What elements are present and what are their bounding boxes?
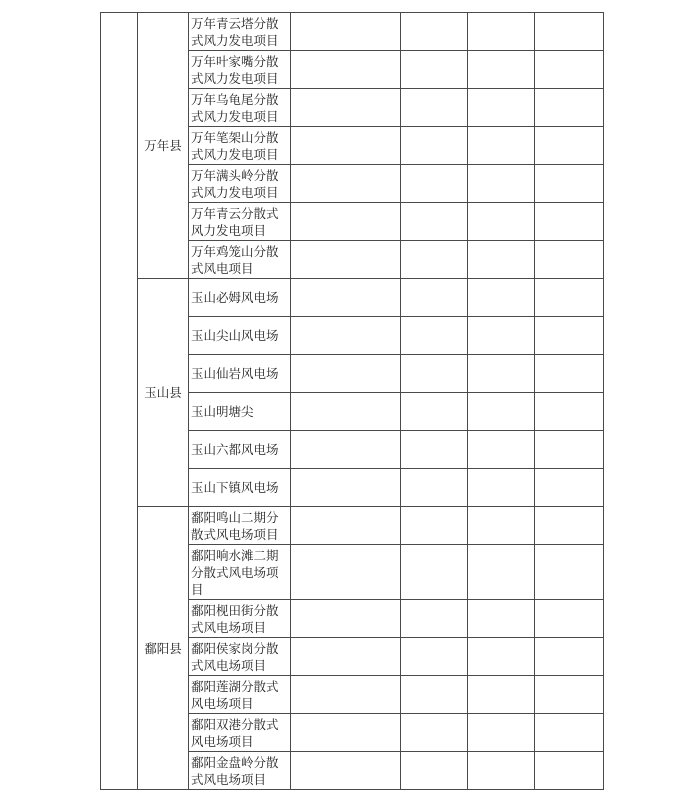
project-name-cell: 玉山尖山风电场 xyxy=(189,317,291,355)
empty-cell xyxy=(401,752,468,790)
empty-cell xyxy=(535,203,604,241)
empty-cell xyxy=(401,317,468,355)
empty-cell xyxy=(401,469,468,507)
empty-cell xyxy=(401,279,468,317)
empty-cell xyxy=(401,714,468,752)
empty-cell xyxy=(291,752,401,790)
empty-cell xyxy=(291,393,401,431)
empty-cell xyxy=(401,241,468,279)
blank-column-cell xyxy=(101,13,138,790)
empty-cell xyxy=(468,545,535,600)
project-name-cell: 玉山仙岩风电场 xyxy=(189,355,291,393)
project-name-cell: 玉山六都风电场 xyxy=(189,431,291,469)
empty-cell xyxy=(291,165,401,203)
empty-cell xyxy=(468,507,535,545)
empty-cell xyxy=(468,638,535,676)
empty-cell xyxy=(468,676,535,714)
empty-cell xyxy=(468,469,535,507)
empty-cell xyxy=(535,279,604,317)
empty-cell xyxy=(291,89,401,127)
empty-cell xyxy=(291,13,401,51)
empty-cell xyxy=(468,355,535,393)
empty-cell xyxy=(291,714,401,752)
empty-cell xyxy=(291,507,401,545)
empty-cell xyxy=(535,13,604,51)
empty-cell xyxy=(468,51,535,89)
project-name-cell: 鄱阳枧田街分散式风电场项目 xyxy=(189,600,291,638)
project-name-cell: 鄱阳响水滩二期分散式风电场项目 xyxy=(189,545,291,600)
county-cell: 鄱阳县 xyxy=(138,507,189,790)
empty-cell xyxy=(535,600,604,638)
empty-cell xyxy=(291,676,401,714)
project-name-cell: 玉山下镇风电场 xyxy=(189,469,291,507)
empty-cell xyxy=(291,600,401,638)
empty-cell xyxy=(535,165,604,203)
empty-cell xyxy=(401,393,468,431)
empty-cell xyxy=(291,241,401,279)
empty-cell xyxy=(401,638,468,676)
table-row xyxy=(101,507,604,545)
empty-cell xyxy=(535,393,604,431)
project-name-cell: 万年满头岭分散式风力发电项目 xyxy=(189,165,291,203)
empty-cell xyxy=(468,13,535,51)
project-table xyxy=(100,12,604,790)
empty-cell xyxy=(291,638,401,676)
empty-cell xyxy=(401,600,468,638)
empty-cell xyxy=(291,203,401,241)
empty-cell xyxy=(401,165,468,203)
empty-cell xyxy=(401,89,468,127)
empty-cell xyxy=(291,279,401,317)
empty-cell xyxy=(468,431,535,469)
project-name-cell: 万年青云分散式风力发电项目 xyxy=(189,203,291,241)
project-name-cell: 鄱阳侯家岗分散式风电场项目 xyxy=(189,638,291,676)
empty-cell xyxy=(291,545,401,600)
empty-cell xyxy=(468,165,535,203)
empty-cell xyxy=(535,752,604,790)
empty-cell xyxy=(535,89,604,127)
empty-cell xyxy=(401,51,468,89)
empty-cell xyxy=(468,600,535,638)
empty-cell xyxy=(468,241,535,279)
empty-cell xyxy=(535,355,604,393)
empty-cell xyxy=(468,714,535,752)
empty-cell xyxy=(468,203,535,241)
table-row xyxy=(101,279,604,317)
empty-cell xyxy=(468,279,535,317)
empty-cell xyxy=(535,507,604,545)
empty-cell xyxy=(401,203,468,241)
project-name-cell: 万年叶家嘴分散式风力发电项目 xyxy=(189,51,291,89)
project-name-cell: 玉山明塘尖 xyxy=(189,393,291,431)
project-name-cell: 鄱阳莲湖分散式风电场项目 xyxy=(189,676,291,714)
empty-cell xyxy=(401,507,468,545)
empty-cell xyxy=(535,714,604,752)
empty-cell xyxy=(535,545,604,600)
empty-cell xyxy=(401,545,468,600)
project-name-cell: 万年鸡笼山分散式风电项目 xyxy=(189,241,291,279)
project-name-cell: 万年笔架山分散式风力发电项目 xyxy=(189,127,291,165)
project-name-cell: 鄱阳鸣山二期分散式风电场项目 xyxy=(189,507,291,545)
project-name-cell: 万年乌龟尾分散式风力发电项目 xyxy=(189,89,291,127)
empty-cell xyxy=(401,431,468,469)
empty-cell xyxy=(535,241,604,279)
empty-cell xyxy=(468,393,535,431)
empty-cell xyxy=(401,127,468,165)
empty-cell xyxy=(291,355,401,393)
empty-cell xyxy=(291,431,401,469)
empty-cell xyxy=(535,51,604,89)
empty-cell xyxy=(468,752,535,790)
project-name-cell: 鄱阳金盘岭分散式风电场项目 xyxy=(189,752,291,790)
empty-cell xyxy=(535,676,604,714)
empty-cell xyxy=(468,89,535,127)
empty-cell xyxy=(468,127,535,165)
table-row xyxy=(101,13,604,51)
empty-cell xyxy=(468,317,535,355)
empty-cell xyxy=(401,355,468,393)
empty-cell xyxy=(535,469,604,507)
empty-cell xyxy=(535,431,604,469)
empty-cell xyxy=(291,317,401,355)
project-name-cell: 玉山必姆风电场 xyxy=(189,279,291,317)
empty-cell xyxy=(535,127,604,165)
county-cell: 万年县 xyxy=(138,13,189,279)
county-cell: 玉山县 xyxy=(138,279,189,507)
empty-cell xyxy=(401,13,468,51)
empty-cell xyxy=(291,469,401,507)
empty-cell xyxy=(535,638,604,676)
empty-cell xyxy=(291,127,401,165)
empty-cell xyxy=(401,676,468,714)
project-name-cell: 万年青云塔分散式风力发电项目 xyxy=(189,13,291,51)
empty-cell xyxy=(535,317,604,355)
project-name-cell: 鄱阳双港分散式风电场项目 xyxy=(189,714,291,752)
empty-cell xyxy=(291,51,401,89)
